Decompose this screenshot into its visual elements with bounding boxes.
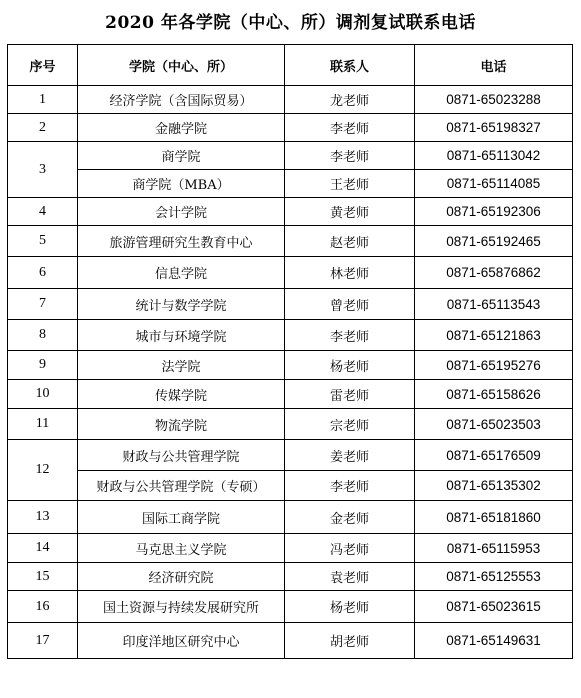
- table-row: [8, 501, 573, 534]
- table-header: [8, 45, 573, 86]
- row-number: 6: [8, 257, 78, 289]
- phone-number: 0871-65149631: [415, 623, 573, 659]
- table-row: [8, 198, 573, 226]
- row-number: 13: [8, 501, 78, 534]
- college-name: 物流学院: [78, 409, 285, 440]
- row-number: 4: [8, 198, 78, 226]
- contact-person: 金老师: [285, 501, 415, 534]
- row-number: 2: [8, 114, 78, 142]
- college-name: 法学院: [78, 351, 285, 380]
- contact-person: 龙老师: [285, 86, 415, 114]
- contact-person: 姜老师: [285, 440, 415, 471]
- table-row: [8, 623, 573, 659]
- table-row: [8, 320, 573, 351]
- college-name: 商学院（MBA）: [78, 170, 285, 198]
- phone-number: 0871-65181860: [415, 501, 573, 534]
- phone-number: 0871-65115953: [415, 534, 573, 563]
- college-name: 印度洋地区研究中心: [78, 623, 285, 659]
- row-number: 5: [8, 226, 78, 257]
- contact-person: 林老师: [285, 257, 415, 289]
- contact-person: 王老师: [285, 170, 415, 198]
- document-title: 2020 年各学院（中心、所）调剂复试联系电话: [105, 13, 476, 33]
- contact-person: 胡老师: [285, 623, 415, 659]
- phone-number: 0871-65135302: [415, 471, 573, 501]
- table-row: [8, 289, 573, 320]
- table-row: [8, 591, 573, 623]
- college-name: 经济研究院: [78, 563, 285, 591]
- phone-number: 0871-65114085: [415, 170, 573, 198]
- contact-person: 曾老师: [285, 289, 415, 320]
- table-row: [8, 226, 573, 257]
- phone-number: 0871-65023615: [415, 591, 573, 623]
- contact-person: 李老师: [285, 114, 415, 142]
- phone-number: 0871-65113042: [415, 142, 573, 170]
- header-row: [8, 45, 573, 86]
- table-row: [8, 257, 573, 289]
- header-contact: 联系人: [285, 45, 415, 86]
- college-name: 商学院: [78, 142, 285, 170]
- table-row: [8, 142, 573, 170]
- phone-number: 0871-65023288: [415, 86, 573, 114]
- table-row: [8, 563, 573, 591]
- contact-person: 宗老师: [285, 409, 415, 440]
- header-number: 序号: [8, 45, 78, 86]
- table-body: [8, 86, 573, 659]
- row-number: 9: [8, 351, 78, 380]
- row-number: 3: [8, 142, 78, 198]
- phone-number: 0871-65198327: [415, 114, 573, 142]
- contact-table: [7, 44, 573, 659]
- phone-number: 0871-65176509: [415, 440, 573, 471]
- table-row: [8, 471, 573, 501]
- college-name: 国际工商学院: [78, 501, 285, 534]
- contact-person: 雷老师: [285, 380, 415, 409]
- phone-number: 0871-65113543: [415, 289, 573, 320]
- row-number: 8: [8, 320, 78, 351]
- college-name: 金融学院: [78, 114, 285, 142]
- table-row: [8, 86, 573, 114]
- college-name: 旅游管理研究生教育中心: [78, 226, 285, 257]
- college-name: 国土资源与持续发展研究所: [78, 591, 285, 623]
- college-name: 财政与公共管理学院: [78, 440, 285, 471]
- college-name: 马克思主义学院: [78, 534, 285, 563]
- row-number: 10: [8, 380, 78, 409]
- college-name: 统计与数学学院: [78, 289, 285, 320]
- contact-person: 赵老师: [285, 226, 415, 257]
- table-row: [8, 440, 573, 471]
- contact-person: 杨老师: [285, 591, 415, 623]
- phone-number: 0871-65125553: [415, 563, 573, 591]
- row-number: 7: [8, 289, 78, 320]
- header-college: 学院（中心、所）: [78, 45, 285, 86]
- phone-number: 0871-65158626: [415, 380, 573, 409]
- phone-number: 0871-65121863: [415, 320, 573, 351]
- contact-person: 杨老师: [285, 351, 415, 380]
- college-name: 城市与环境学院: [78, 320, 285, 351]
- row-number: 1: [8, 86, 78, 114]
- college-name: 会计学院: [78, 198, 285, 226]
- college-name: 经济学院（含国际贸易）: [78, 86, 285, 114]
- header-phone: 电话: [415, 45, 573, 86]
- table-row: [8, 409, 573, 440]
- row-number: 15: [8, 563, 78, 591]
- table-row: [8, 170, 573, 198]
- contact-person: 李老师: [285, 471, 415, 501]
- contact-person: 李老师: [285, 320, 415, 351]
- phone-number: 0871-65023503: [415, 409, 573, 440]
- contact-person: 黄老师: [285, 198, 415, 226]
- table-row: [8, 534, 573, 563]
- row-number: 12: [8, 440, 78, 501]
- row-number: 16: [8, 591, 78, 623]
- phone-number: 0871-65192306: [415, 198, 573, 226]
- college-name: 信息学院: [78, 257, 285, 289]
- phone-number: 0871-65192465: [415, 226, 573, 257]
- contact-person: 袁老师: [285, 563, 415, 591]
- college-name: 财政与公共管理学院（专硕）: [78, 471, 285, 501]
- table-row: [8, 351, 573, 380]
- row-number: 17: [8, 623, 78, 659]
- phone-number: 0871-65876862: [415, 257, 573, 289]
- row-number: 14: [8, 534, 78, 563]
- row-number: 11: [8, 409, 78, 440]
- college-name: 传媒学院: [78, 380, 285, 409]
- contact-person: 李老师: [285, 142, 415, 170]
- phone-number: 0871-65195276: [415, 351, 573, 380]
- contact-person: 冯老师: [285, 534, 415, 563]
- table-row: [8, 114, 573, 142]
- table-row: [8, 380, 573, 409]
